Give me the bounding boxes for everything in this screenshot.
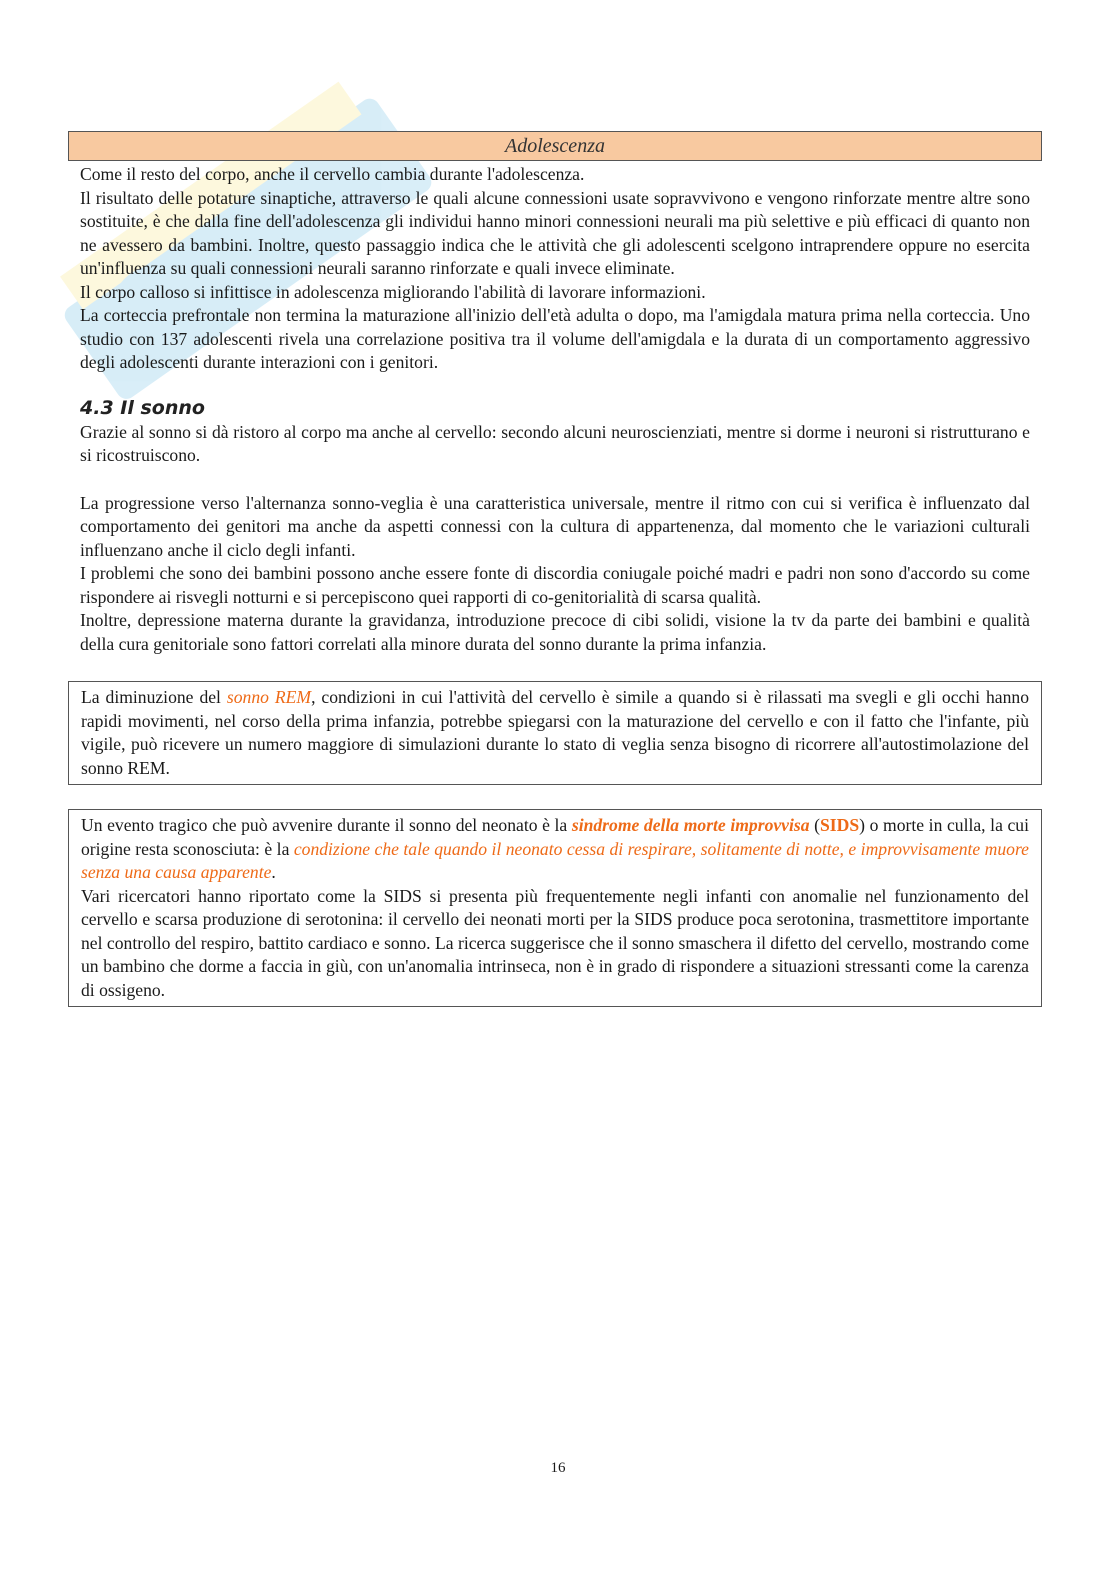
paragraph: La corteccia prefrontale non termina la maturazione all'inizio dell'età adulta o dopo, ma l'amigdala matura prima nella corteccia. Uno studio con 137 adolescenti rivela una correlazione positiva tra il volume dell'amigdala e la durata di un comportamento aggressivo degli adolescenti durante interazioni con i genitori. bbox=[80, 305, 1030, 372]
rem-box bbox=[68, 681, 1042, 785]
rem-paragraph: La diminuzione del sonno REM, condizioni in cui l'attività del cervello è simile a quando si è rilassati ma svegli e gli occhi hanno rapidi movimenti, nel corso della prima infanzia, potrebbe spiegarsi con la maturazione del cervello e con il fatto che l'infante, più vigile, può ricevere un numero maggiore di simulazioni durante lo stato di veglia senza bisogno di ricorrere all'autostimolazione del sonno REM. bbox=[81, 687, 1029, 778]
paragraph: Inoltre, depressione materna durante la gravidanza, introduzione precoce di cibi solidi, visione la tv da parte dei bambini e qualità della cura genitoriale sono fattori correlati alla minore durata del sonno durante la prima infanzia. bbox=[80, 610, 1030, 654]
rem-term: sonno REM bbox=[226, 687, 312, 707]
sids-definition: condizione che tale quando il neonato cessa di respirare, solitamente di notte, e improvvisamente muore senza una causa apparente bbox=[81, 838, 1029, 882]
paragraph: Vari ricercatori hanno riportato come la SIDS si presenta più frequentemente negli infanti con anomalie nel funzionamento del cervello e scarsa produzione di serotonina: il cervello dei neonati morti per la SIDS produce poca serotonina, trasmettitore importante nel controllo del respiro, battito cardiaco e sonno. La ricerca suggerisce che il sonno smaschera il difetto del cervello, mostrando come un bambino che dorme a faccia in giù, con un'anomalia intrinseca, non è in grado di rispondere a situazioni stressanti come la carenza di ossigeno. bbox=[81, 885, 1029, 1000]
paragraph: Come il resto del corpo, anche il cervello cambia durante l'adolescenza. bbox=[80, 164, 585, 184]
sleep-text bbox=[68, 492, 1042, 657]
sids-paragraph: Un evento tragico che può avvenire durante il sonno del neonato è la sindrome della morte improvvisa (SIDS) o morte in culla, la cui origine resta sconosciuta: è la condizione che tale quando il neonato cessa di respirare, solitamente di notte, e improvvisamente muore senza una causa apparente. bbox=[81, 815, 1029, 882]
paragraph: Il corpo calloso si infittisce in adolescenza migliorando l'abilità di lavorare informazioni. bbox=[80, 281, 706, 302]
paragraph: Grazie al sonno si dà ristoro al corpo ma anche al cervello: secondo alcuni neuroscienziati, mentre si dorme i neuroni si ristrutturano e si ricostruiscono. bbox=[80, 421, 1030, 465]
section-header-title: Adolescenza bbox=[505, 135, 605, 157]
paragraph: La progressione verso l'alternanza sonno-veglia è una caratteristica universale, mentre il ritmo con cui si verifica è influenzato dal comportamento dei genitori ma anche da aspetti connessi con la cultura di appartenenza, dal momento che le variazioni culturali influenzano anche il ciclo degli infanti. bbox=[80, 492, 1030, 560]
paragraph: Il risultato delle potature sinaptiche, attraverso le quali alcune connessioni usate sopravvivono e vengono rinforzate mentre altre sono sostituite, è che dalla fine dell'adolescenza gli individui hanno minori connessioni neurali ma più selettive e più efficaci di quanto non ne avessero da bambini. Inoltre, questo passaggio indica che le attività che gli adolescenti scelgono intraprendere oppure no esercita un'influenza su quali connessioni neurali saranno rinforzate e quali invece eliminate. bbox=[80, 187, 1030, 278]
section-header-adolescenza bbox=[68, 131, 1042, 161]
page-content bbox=[68, 131, 1042, 1007]
sids-box bbox=[68, 809, 1042, 1007]
page-number: 16 bbox=[550, 1460, 566, 1476]
paragraph: I problemi che sono dei bambini possono anche essere fonte di discordia coniugale poiché madri e padri non sono d'accordo su come rispondere ai risvegli notturni e si percepiscono quei rapporti di co-genitorialità di scarsa qualità. bbox=[80, 563, 1030, 607]
adolescence-text bbox=[68, 163, 1042, 375]
section-title-sonno: 4.3 Il sonno bbox=[80, 396, 205, 419]
sids-abbr: SIDS bbox=[820, 815, 860, 835]
sids-term: sindrome della morte improvvisa bbox=[571, 815, 810, 835]
